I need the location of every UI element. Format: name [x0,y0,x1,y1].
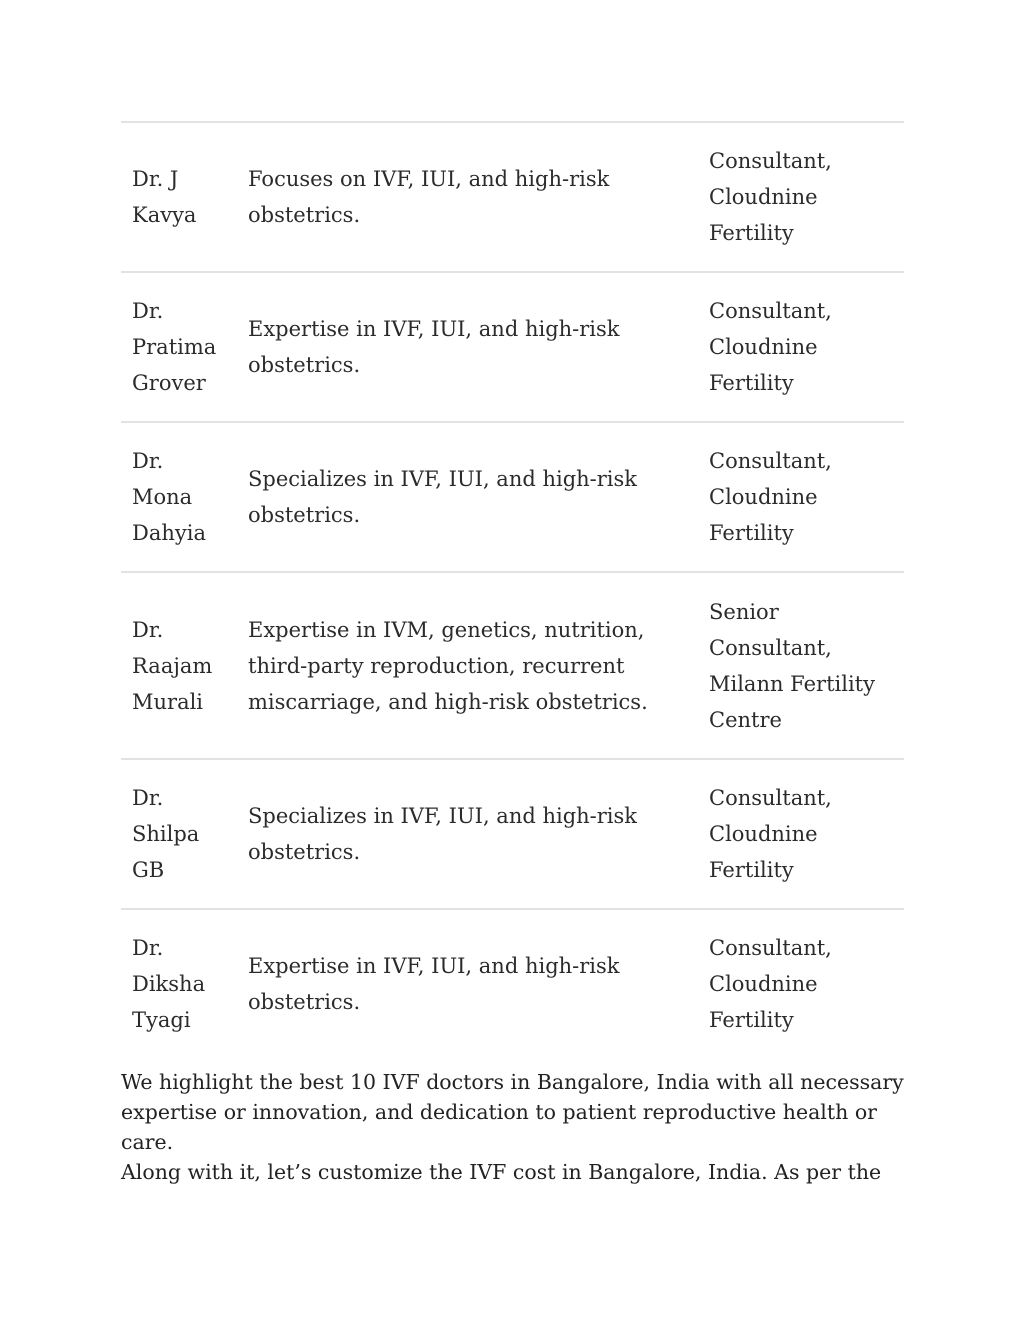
doctor-name: Dr. J Kavya [132,167,197,227]
doctor-description: Specializes in IVF, IUI, and high-risk obstetrics. [248,467,638,527]
doctor-name: Dr. Diksha Tyagi [132,935,206,1032]
doctor-description: Focuses on IVF, IUI, and high-risk obstetrics. [248,167,610,227]
doctor-description: Expertise in IVF, IUI, and high-risk obstetrics. [248,953,620,1014]
doctors-table [121,121,904,1057]
doctor-description: Specializes in IVF, IUI, and high-risk obstetrics. [248,804,638,864]
table-row [121,422,904,572]
doctor-name: Dr. Raajam Murali [132,617,213,714]
paragraph-line: expertise or innovation, and dedication to patient reproductive health or care. [121,1100,877,1154]
table-row [121,122,904,272]
doctor-position: Senior Consultant, Milann Fertility Centre [709,599,875,732]
doctor-position: Consultant, Cloudnine Fertility [709,786,832,882]
body-paragraph [121,1067,911,1187]
doctor-position: Consultant, Cloudnine Fertility [709,149,832,245]
doctor-description: Expertise in IVF, IUI, and high-risk obstetrics. [248,317,620,377]
table-row [121,759,904,909]
paragraph-line: We highlight the best 10 IVF doctors in Bangalore, India with all necessary [121,1070,904,1094]
doctor-name: Dr. Shilpa GB [132,786,200,882]
paragraph-line: Along with it, let’s customize the IVF cost in Bangalore, India. As per the [121,1160,882,1184]
doctor-position: Consultant, Cloudnine Fertility [709,299,832,395]
doctor-name: Dr. Mona Dahyia [132,449,206,545]
doctor-position: Consultant, Cloudnine Fertility [709,935,832,1032]
doctor-description: Expertise in IVM, genetics, nutrition, third-party reproduction, recurrent miscarriage, and high-risk obstetrics. [248,617,648,714]
doctor-name: Dr. Pratima Grover [132,299,217,395]
table-row [121,572,904,759]
table-row [121,272,904,422]
doctor-position: Consultant, Cloudnine Fertility [709,449,832,545]
table-row [121,909,904,1057]
doctors-table-container [121,121,904,1057]
